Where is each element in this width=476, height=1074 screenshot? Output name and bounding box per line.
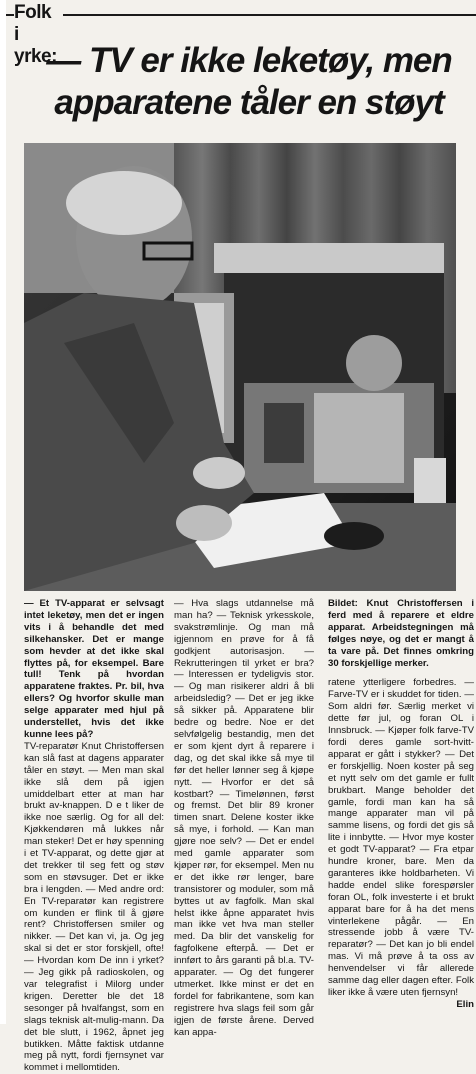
article-column-1 [24, 598, 164, 1074]
column-1-body: TV-reparatør Knut Christoffersen kan slå fast at dagens apparater tåler en støyt. — Men man skal ikke slå dem på igjen umiddelbart etter at man har brukt av-knappen. D e t liker de ikke noe særlig. Og for all del: Kjøkkendøren må lukkes når man steker! Det er høy spenning i et TV-apparat, og dette gjør at det trekker til seg fett og støv som en støvsuger. Det er ikke bra i lengden. — Med andre ord: En TV-reparatør kan registrere om kunden er flink til å gjøre rent? Christoffersen smiler og nikker. — Det kan vi, ja. Og jeg skal si det er stor forskjell, ofte! — Hvordan kom De inn i yrket? — Jeg gikk på radioskolen, og var telegrafist i Milorg under krigen. Deretter ble det 18 sesonger på hvalfangst, som en slags teknisk alt-mulig-mann. Da det ble slutt, i 1962, åpnet jeg butikken. Måtte faktisk utdanne meg på nytt, fordi fjernsynet var kommet i mellomtiden. [24, 740, 164, 1074]
column-2-body: — Hva slags utdannelse må man ha? — Teknisk yrkesskole, svakstrømlinje. Og man må igjennom en prøve for å få godkjent autorisasjon. — Rekrutteringen til yrket er bra? — Interessen er tydeligvis stor. — Og man risikerer aldri å bli arbeidsledig? — Det er jeg ikke så sikker på. Apparatene blir bedre og bedre. Noe er det selvfølgelig bestandig, men det er som kjent dyrt å reparere i dag, og det skal ikke så mye til før det heller lønner seg å kjøpe nytt. — Hvorfor er det så kostbart? — Timelønnen, først og fremst. Det blir 89 kroner timen snart. Delene koster ikke så mye, i forhold. — Kan man gjøre noe selv? — Det er endel med gamle apparater som kjøper rør, for eksempel. Men nu er det ikke rør lenger, bare transistorer og moduler, som må byttes ut av fagfolk. Man skal helst ikke åpne apparatet hvis man ikke vet hva man steller med. Da blir det vanskelig for fagfolkene efterpå. — Det er innført to års garanti på bl.a. TV-apparater. — Og det fungerer utmerket. Ikke minst er det en fordel for fabrikantene, som kan registrere hva slags feil som går igjen de første årene. Derved kan appa- [174, 598, 314, 1038]
author-signature: Elin [456, 998, 474, 1010]
headline: — TV er ikke leketøy, men apparatene tåler en støyt [46, 41, 452, 122]
article-column-3 [328, 598, 474, 1011]
photo-caption: Bildet: Knut Christoffersen i ferd med å reparere et eldre apparat. Arbeidstegningen må følges nøye, og det er mangt å ta vare på. Det finnes omkring 30 forskjellige merker. [328, 598, 474, 669]
lead-paragraph: — Et TV-apparat er selvsagt intet leketøy, men det er ingen vits i å behandle det med silkehansker. Det er mange som hevder at det ikke skal flyttes på, for eksempel. Bare tull! Tenk på hvordan apparatene fraktes. Pr. bil, hva ellers? Og hvorfor skulle man selge apparater med hjul på understellet, hvis det ikke kunne lees på? [24, 598, 164, 740]
photo-illustration [24, 143, 456, 591]
column-3-body: ratene ytterligere forbedres. — Farve-TV er i skuddet for tiden. — Som aldri før. Særlig merket vi dette før jul, og foran OL i Innsbruck. — Kjøper folk farve-TV fordi deres gamle sort-hvitt-apparat er gått i stykker? — Det er forskjellig. Noen koster på seg et nytt selv om det gamle er fullt brukbart. Mange beholder det gamle, fordi man kan ha så mange apparater man vil på samme lisens, og fordi det gis så lite i innbytte. — Hvor mye koster et godt TV-apparat? — Fra etpar hundre kroner, bare. Men da garanteres ikke holdbarheten. Vi hadde endel slike forespørsler foran OL, folk investerte i et brukt apparat bare for å ha det mens vinterlekene pågår. — En stressende jobb å være TV-reparatør? — Det kan jo bli endel mas. Vi må prøve å ta oss av henvendelser vi får allerede samme dag eller dagen efter. Folk liker ikke å være uten fjernsyn! [328, 677, 474, 998]
photo-tv-repairman [24, 143, 456, 591]
section-label: Folk i yrke: [14, 2, 63, 68]
article-column-2 [174, 598, 314, 1039]
section-rule [6, 14, 476, 16]
